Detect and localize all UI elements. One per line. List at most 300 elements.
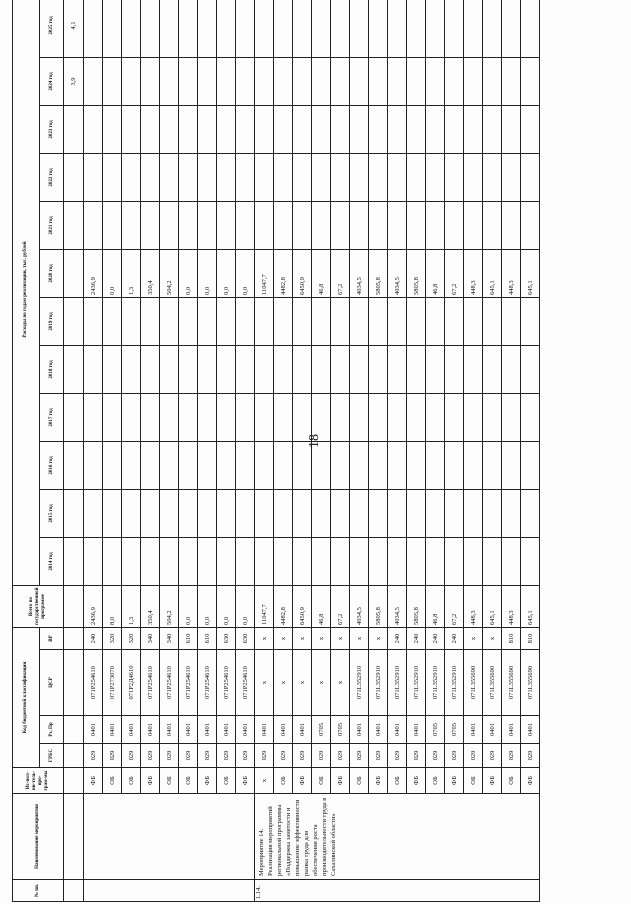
cell-vr: х bbox=[369, 628, 388, 650]
cell-rzpr: 0705 bbox=[331, 716, 350, 744]
cell-vr: 340 bbox=[141, 628, 160, 650]
cell-grbs: 029 bbox=[521, 744, 540, 768]
cell-csr: 071P254610 bbox=[236, 650, 255, 716]
cell-2020: 67,2 bbox=[445, 250, 464, 298]
header-name: Наименование мероприятия bbox=[13, 794, 64, 880]
cell-year bbox=[407, 298, 426, 346]
cell-year bbox=[502, 490, 521, 538]
cell-year bbox=[217, 298, 236, 346]
header-year: 2018 год bbox=[40, 346, 64, 394]
cell-total: 0,0 bbox=[179, 586, 198, 628]
cell-grbs: 029 bbox=[84, 744, 103, 768]
header-year: 2024 год bbox=[40, 58, 64, 106]
cell-year bbox=[293, 0, 312, 58]
cell-year bbox=[293, 538, 312, 586]
cell-year bbox=[426, 298, 445, 346]
cell-year bbox=[141, 106, 160, 154]
cell-rzpr: 0401 bbox=[464, 716, 483, 744]
cell-year bbox=[331, 154, 350, 202]
cell-year bbox=[217, 490, 236, 538]
cell-year bbox=[312, 106, 331, 154]
cell-year bbox=[521, 106, 540, 154]
cell-year bbox=[160, 538, 179, 586]
cell-year bbox=[103, 538, 122, 586]
table-row bbox=[179, 0, 198, 902]
cell-year bbox=[502, 202, 521, 250]
cell-grbs: 029 bbox=[236, 744, 255, 768]
cell-year bbox=[426, 106, 445, 154]
cell-source: ФБ bbox=[521, 768, 540, 794]
cell-year bbox=[521, 442, 540, 490]
cell-2020: 0,0 bbox=[217, 250, 236, 298]
cell-year bbox=[426, 442, 445, 490]
cell-year bbox=[312, 154, 331, 202]
table-row bbox=[426, 0, 445, 902]
cell-total: 0,0 bbox=[198, 586, 217, 628]
cell-total: 67,2 bbox=[445, 586, 464, 628]
rotated-table-wrapper bbox=[12, 12, 627, 902]
cell-year bbox=[141, 538, 160, 586]
cell-total: 4034,5 bbox=[350, 586, 369, 628]
cell-year bbox=[274, 538, 293, 586]
cell-csr: х bbox=[312, 650, 331, 716]
cell-year bbox=[426, 394, 445, 442]
cell-year bbox=[445, 442, 464, 490]
header-year: 2025 год bbox=[40, 0, 64, 58]
cell-year bbox=[331, 490, 350, 538]
cell-total: 5805,8 bbox=[369, 586, 388, 628]
cell-year bbox=[179, 58, 198, 106]
cell-year bbox=[388, 346, 407, 394]
cell-year bbox=[198, 490, 217, 538]
cell-year bbox=[464, 394, 483, 442]
cell-grbs: 029 bbox=[464, 744, 483, 768]
cell-year bbox=[445, 490, 464, 538]
cell-year bbox=[122, 490, 141, 538]
cell-no bbox=[84, 880, 255, 902]
cell-year bbox=[160, 202, 179, 250]
cell-total: 11047,7 bbox=[255, 586, 274, 628]
cell-year bbox=[502, 442, 521, 490]
table-row bbox=[64, 0, 84, 902]
cell-grbs: 029 bbox=[217, 744, 236, 768]
header-grbs: ГРБС bbox=[40, 744, 64, 768]
cell-year bbox=[312, 538, 331, 586]
cell-year bbox=[236, 0, 255, 58]
cell-year bbox=[521, 538, 540, 586]
cell-year bbox=[84, 298, 103, 346]
cell-total: 6450,9 bbox=[293, 586, 312, 628]
cell-total: 8,0 bbox=[103, 586, 122, 628]
cell-source: ФБ bbox=[293, 768, 312, 794]
cell-year bbox=[255, 202, 274, 250]
cell-year bbox=[160, 58, 179, 106]
cell-source: ОБ bbox=[274, 768, 293, 794]
cell-csr: х bbox=[331, 650, 350, 716]
cell-total: 448,3 bbox=[464, 586, 483, 628]
cell-year bbox=[464, 58, 483, 106]
cell-year bbox=[179, 394, 198, 442]
cell-vr: х bbox=[350, 628, 369, 650]
cell-year bbox=[350, 202, 369, 250]
header-spending-group: Расходы по годам реализации, тыс. рублей bbox=[13, 0, 40, 586]
cell-year bbox=[350, 58, 369, 106]
cell-year bbox=[179, 154, 198, 202]
cell-year bbox=[312, 442, 331, 490]
table-row bbox=[122, 0, 141, 902]
cell-year bbox=[141, 0, 160, 58]
cell-year bbox=[255, 490, 274, 538]
cell-year bbox=[255, 394, 274, 442]
cell-2024: 3,9 bbox=[64, 58, 84, 106]
cell-year bbox=[236, 298, 255, 346]
cell-vr: х bbox=[483, 628, 502, 650]
cell-year bbox=[160, 490, 179, 538]
cell-year bbox=[388, 202, 407, 250]
cell-year bbox=[179, 346, 198, 394]
cell-rzpr: 0401 bbox=[217, 716, 236, 744]
cell-year bbox=[217, 0, 236, 58]
cell-year bbox=[312, 298, 331, 346]
cell-2020: 645,1 bbox=[483, 250, 502, 298]
cell-year bbox=[445, 202, 464, 250]
cell-rzpr: 0401 bbox=[160, 716, 179, 744]
cell-2020: 1,3 bbox=[122, 250, 141, 298]
cell-year bbox=[483, 58, 502, 106]
cell-year bbox=[445, 346, 464, 394]
cell-year bbox=[350, 538, 369, 586]
cell-year bbox=[274, 202, 293, 250]
cell-year bbox=[293, 58, 312, 106]
cell-year bbox=[350, 106, 369, 154]
cell-year bbox=[274, 106, 293, 154]
cell-year bbox=[198, 202, 217, 250]
cell-2020: 0,0 bbox=[236, 250, 255, 298]
table-row bbox=[464, 0, 483, 902]
cell-total: 645,1 bbox=[483, 586, 502, 628]
cell-vr: 240 bbox=[426, 628, 445, 650]
cell-csr: 071L352910 bbox=[445, 650, 464, 716]
table-row bbox=[407, 0, 426, 902]
cell-year bbox=[483, 394, 502, 442]
cell-year bbox=[217, 394, 236, 442]
cell-year bbox=[445, 394, 464, 442]
cell-2020: 645,1 bbox=[521, 250, 540, 298]
cell-year bbox=[84, 58, 103, 106]
cell-source: ФБ bbox=[331, 768, 350, 794]
cell-year bbox=[426, 0, 445, 58]
cell-rzpr: 0401 bbox=[198, 716, 217, 744]
cell-grbs: 029 bbox=[426, 744, 445, 768]
cell-grbs: 029 bbox=[369, 744, 388, 768]
cell-year bbox=[369, 154, 388, 202]
cell-year bbox=[293, 154, 312, 202]
cell-year bbox=[217, 202, 236, 250]
cell-grbs: 029 bbox=[502, 744, 521, 768]
cell-year bbox=[464, 298, 483, 346]
cell-year bbox=[122, 298, 141, 346]
cell-2020: 448,3 bbox=[502, 250, 521, 298]
cell-year bbox=[502, 58, 521, 106]
header-vr: ВР bbox=[40, 628, 64, 650]
cell-rzpr: 0401 bbox=[293, 716, 312, 744]
cell-year bbox=[84, 394, 103, 442]
cell-year bbox=[160, 154, 179, 202]
cell-year bbox=[407, 490, 426, 538]
cell-year bbox=[160, 394, 179, 442]
header-executor: Ис-пол-ни-тель-про-грам-мы bbox=[13, 768, 64, 794]
cell-total: 504,2 bbox=[160, 586, 179, 628]
cell-year bbox=[122, 538, 141, 586]
cell-year bbox=[274, 0, 293, 58]
cell-year bbox=[445, 106, 464, 154]
cell-year bbox=[312, 202, 331, 250]
cell-year bbox=[502, 154, 521, 202]
cell-2020: 5805,8 bbox=[407, 250, 426, 298]
cell-2020: 4034,5 bbox=[350, 250, 369, 298]
cell-total: 2436,9 bbox=[84, 586, 103, 628]
cell-year bbox=[464, 538, 483, 586]
cell-grbs: 029 bbox=[350, 744, 369, 768]
cell-year bbox=[179, 298, 198, 346]
cell-year bbox=[521, 346, 540, 394]
table-row bbox=[350, 0, 369, 902]
cell-source: ОБ bbox=[160, 768, 179, 794]
cell-year bbox=[388, 0, 407, 58]
cell-year bbox=[293, 346, 312, 394]
cell-source: ОБ bbox=[179, 768, 198, 794]
cell-year bbox=[236, 490, 255, 538]
cell-2020: 5805,8 bbox=[369, 250, 388, 298]
cell-year bbox=[103, 202, 122, 250]
table-row bbox=[388, 0, 407, 902]
header-csr: ЦСР bbox=[40, 650, 64, 716]
cell-rzpr: 0401 bbox=[255, 716, 274, 744]
cell-year bbox=[312, 58, 331, 106]
cell-vr: 810 bbox=[502, 628, 521, 650]
cell-year bbox=[103, 490, 122, 538]
cell-year bbox=[464, 0, 483, 58]
cell-year bbox=[521, 202, 540, 250]
cell-year bbox=[407, 58, 426, 106]
cell-year bbox=[179, 0, 198, 58]
cell-year bbox=[122, 154, 141, 202]
cell-year bbox=[293, 394, 312, 442]
cell-grbs: 029 bbox=[122, 744, 141, 768]
cell-total: 4034,5 bbox=[388, 586, 407, 628]
cell-total: 0,0 bbox=[236, 586, 255, 628]
cell-rzpr: 0401 bbox=[103, 716, 122, 744]
cell-vr: х bbox=[331, 628, 350, 650]
cell-grbs: 029 bbox=[274, 744, 293, 768]
cell-vr: 340 bbox=[160, 628, 179, 650]
cell-year bbox=[255, 298, 274, 346]
cell-rzpr: 0705 bbox=[445, 716, 464, 744]
cell-source: ФБ bbox=[236, 768, 255, 794]
cell-year bbox=[350, 490, 369, 538]
cell-year bbox=[122, 106, 141, 154]
cell-vr: х bbox=[312, 628, 331, 650]
cell-year bbox=[521, 0, 540, 58]
cell-year bbox=[369, 202, 388, 250]
cell-year bbox=[350, 0, 369, 58]
cell-year bbox=[103, 154, 122, 202]
cell-year bbox=[122, 442, 141, 490]
cell-year bbox=[502, 106, 521, 154]
cell-source: ОБ bbox=[217, 768, 236, 794]
header-year: 2016 год bbox=[40, 442, 64, 490]
cell-total: 5805,8 bbox=[407, 586, 426, 628]
cell-source: ФБ bbox=[369, 768, 388, 794]
cell-total: 67,2 bbox=[331, 586, 350, 628]
cell-year bbox=[388, 106, 407, 154]
table-row bbox=[312, 0, 331, 902]
cell-2020: 11047,7 bbox=[255, 250, 274, 298]
cell-rzpr: 0705 bbox=[426, 716, 445, 744]
cell-year bbox=[236, 394, 255, 442]
header-total: Всего по государственной программе bbox=[13, 586, 64, 628]
cell-year bbox=[293, 106, 312, 154]
cell-vr: х bbox=[293, 628, 312, 650]
cell-csr: 071L355690 bbox=[464, 650, 483, 716]
cell-item-no: 1.14. bbox=[255, 880, 540, 902]
cell-year bbox=[103, 0, 122, 58]
cell-total: 46,8 bbox=[426, 586, 445, 628]
cell-csr: 071L352910 bbox=[407, 650, 426, 716]
cell-year bbox=[179, 106, 198, 154]
cell-year bbox=[483, 346, 502, 394]
cell-year bbox=[331, 58, 350, 106]
cell-year bbox=[445, 298, 464, 346]
cell-year bbox=[502, 394, 521, 442]
cell-vr: х bbox=[274, 628, 293, 650]
cell-year bbox=[521, 394, 540, 442]
cell-year bbox=[274, 490, 293, 538]
cell-grbs: 029 bbox=[141, 744, 160, 768]
cell-year bbox=[217, 58, 236, 106]
cell-year bbox=[369, 346, 388, 394]
cell-vr: 320 bbox=[122, 628, 141, 650]
cell-year bbox=[255, 442, 274, 490]
cell-year bbox=[236, 346, 255, 394]
cell-year bbox=[274, 394, 293, 442]
cell-grbs: 029 bbox=[198, 744, 217, 768]
header-year: 2019 год bbox=[40, 298, 64, 346]
cell-year bbox=[369, 538, 388, 586]
cell-rzpr: 0401 bbox=[236, 716, 255, 744]
cell-year bbox=[293, 298, 312, 346]
cell-year bbox=[502, 0, 521, 58]
cell-year bbox=[198, 442, 217, 490]
cell-year bbox=[122, 346, 141, 394]
cell-year bbox=[103, 106, 122, 154]
cell-year bbox=[369, 298, 388, 346]
cell-year bbox=[312, 490, 331, 538]
cell-year bbox=[293, 490, 312, 538]
cell-vr: х bbox=[255, 628, 274, 650]
cell-source: ОБ bbox=[388, 768, 407, 794]
table-row bbox=[293, 0, 312, 902]
cell-item-name: Мероприятие 14. Реализация мероприятий региональной программы «Поддержка занятости и повышение эффективности рынка труда для обеспечения роста производительности труда в Сахалинской области» bbox=[255, 794, 540, 880]
table-row bbox=[483, 0, 502, 902]
cell-source: ФБ bbox=[141, 768, 160, 794]
cell-year bbox=[179, 202, 198, 250]
table-row bbox=[274, 0, 293, 902]
cell-year bbox=[198, 58, 217, 106]
header-year: 2015 год bbox=[40, 490, 64, 538]
cell-year bbox=[331, 442, 350, 490]
cell-grbs: 029 bbox=[483, 744, 502, 768]
cell-rzpr: 0401 bbox=[502, 716, 521, 744]
cell-year bbox=[483, 442, 502, 490]
cell-csr: 071P2Д4610 bbox=[122, 650, 141, 716]
cell-vr: 610 bbox=[198, 628, 217, 650]
cell-year bbox=[160, 106, 179, 154]
cell-year bbox=[84, 0, 103, 58]
cell-year bbox=[350, 346, 369, 394]
cell-year bbox=[160, 346, 179, 394]
cell-year bbox=[426, 490, 445, 538]
cell-source: ОБ bbox=[122, 768, 141, 794]
cell-year bbox=[483, 298, 502, 346]
table-body bbox=[64, 0, 84, 902]
cell-vr: 320 bbox=[103, 628, 122, 650]
cell-source: ФБ bbox=[445, 768, 464, 794]
cell-year bbox=[141, 394, 160, 442]
cell-csr: х bbox=[255, 650, 274, 716]
table-row bbox=[369, 0, 388, 902]
cell-year bbox=[217, 538, 236, 586]
cell-year bbox=[407, 538, 426, 586]
cell-rzpr: 0401 bbox=[274, 716, 293, 744]
cell-year bbox=[236, 442, 255, 490]
table-row bbox=[141, 0, 160, 902]
cell-2020: 0,0 bbox=[198, 250, 217, 298]
cell-year bbox=[141, 346, 160, 394]
cell-year bbox=[483, 202, 502, 250]
cell-year bbox=[350, 442, 369, 490]
cell-vr: 810 bbox=[521, 628, 540, 650]
cell-year bbox=[103, 394, 122, 442]
cell-year bbox=[236, 202, 255, 250]
cell-csr: 071L352910 bbox=[388, 650, 407, 716]
cell-year bbox=[369, 0, 388, 58]
table-row bbox=[255, 0, 274, 902]
cell-year bbox=[369, 106, 388, 154]
cell-year bbox=[426, 58, 445, 106]
header-year: 2014 год bbox=[40, 538, 64, 586]
cell-source: ФБ bbox=[407, 768, 426, 794]
cell-year bbox=[198, 346, 217, 394]
cell-2020: 0,0 bbox=[179, 250, 198, 298]
header-rzpr: Рз, Пр bbox=[40, 716, 64, 744]
cell-year bbox=[255, 0, 274, 58]
cell-year bbox=[369, 490, 388, 538]
cell-year bbox=[369, 442, 388, 490]
cell-year bbox=[179, 442, 198, 490]
cell-year bbox=[331, 202, 350, 250]
cell-year bbox=[369, 394, 388, 442]
cell-rzpr: 0401 bbox=[483, 716, 502, 744]
cell-year bbox=[274, 58, 293, 106]
cell-year bbox=[122, 202, 141, 250]
table-row bbox=[502, 0, 521, 902]
cell-year bbox=[464, 202, 483, 250]
cell-csr: 071L355690 bbox=[502, 650, 521, 716]
cell-2020: 448,3 bbox=[464, 250, 483, 298]
cell-source: ОБ bbox=[350, 768, 369, 794]
cell-grbs: 029 bbox=[293, 744, 312, 768]
